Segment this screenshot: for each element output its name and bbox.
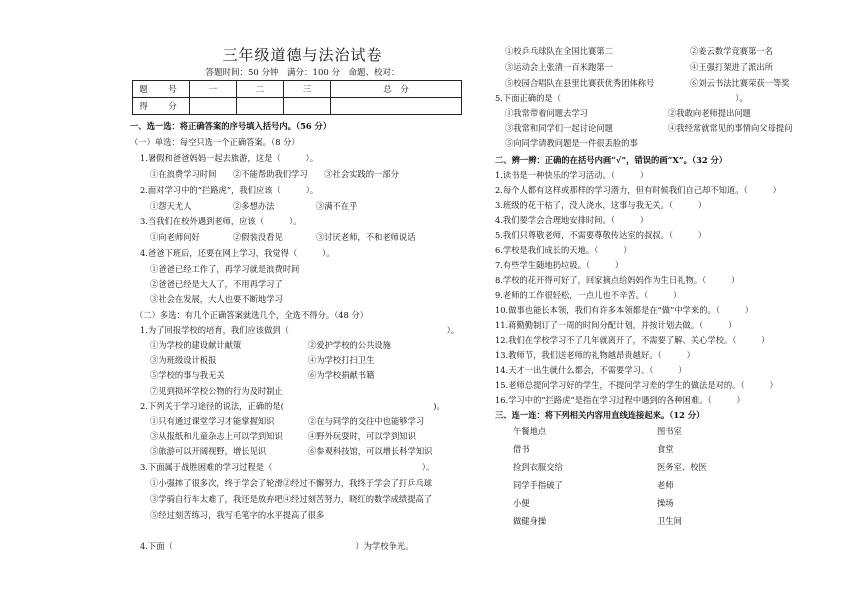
section-1-single-choice: （一）单选：每空只选一个正确答案。（8 分）	[130, 137, 300, 147]
question-option: ⑤学校的事与我无关	[150, 370, 225, 380]
question-text: 3.当我们在校外遇到老师，应该（ ）。	[140, 216, 302, 226]
question-option: ①校乒乓球队在全国比赛第二	[505, 46, 613, 56]
judge-item: 12.我们在学校学习不了几年就离开了，不需要了解、关心学校。（ ）	[495, 335, 770, 345]
question-text: 5.下面正确的是（ ）。	[495, 93, 748, 103]
judge-item: 8.学校的花开得可好了，回家摘点给妈妈作为生日礼物。（ ）	[495, 275, 740, 285]
question-option: ②在与同学的交往中也能够学习	[308, 416, 425, 426]
question-text: 4.下面（ ）为学校争光。	[140, 541, 414, 551]
judge-item: 1.读书是一种快乐的学习活动。（ ）	[495, 170, 649, 180]
score-cell-blank[interactable]	[190, 98, 237, 115]
score-cell-header: 一	[190, 81, 237, 98]
question-option: ①只有通过课堂学习才能掌握知识	[150, 416, 275, 426]
question-text: 4.爸爸下班后，还要在网上学习，我觉得（ ）。	[140, 248, 335, 258]
judge-item: 5.我们只尊敬老师，不需要尊敬传达室的叔叔。（ ）	[495, 230, 707, 240]
question-option: ③为班级设计板报	[150, 355, 217, 365]
question-text: 1.暑假和爸爸妈妈一起去旅游，这是（ ）。	[140, 153, 319, 163]
judge-item: 13.教师节，我们送老师的礼物越昂贵越好。（ ）	[495, 350, 695, 360]
question-option: ④为学校打扫卫生	[308, 355, 375, 365]
score-cell-header: 三	[284, 81, 331, 98]
question-options: ①怨天尤人 ②多想办法 ③满不在乎	[150, 201, 358, 211]
score-cell-header: 总 分	[331, 81, 462, 98]
question-option: ⑥刘云书法比赛荣获一等奖	[690, 78, 790, 88]
question-option: ②我敢向老师提出问题	[668, 108, 751, 118]
judge-item: 9.老师的工作很轻松，一点儿也不辛苦。（ ）	[495, 290, 682, 300]
question-option: ①我常带着问题去学习	[505, 108, 588, 118]
section-1-multi-choice: （二）多选：有几个正确答案就选几个，全选不得分。（48 分）	[135, 310, 369, 320]
question-option: ⑦见到损坏学校公物的行为及时制止	[150, 386, 283, 396]
match-right-item[interactable]: 老师	[657, 480, 674, 490]
match-left-item[interactable]: 同学手指破了	[513, 480, 563, 490]
section-3-heading: 三、连一连：将下列相关内容用直线连接起来。（12 分）	[495, 410, 705, 420]
judge-item: 4.我们要学会合理地安排时间。（ ）	[495, 215, 649, 225]
question-option: ④野外玩耍时，可以学到知识	[308, 431, 416, 441]
question-text: 2.下列关于学习途径的说法，正确的是( )。	[140, 401, 445, 411]
question-option: ⑤向同学请教问题是一件很丢脸的事	[505, 138, 638, 148]
score-table	[132, 80, 462, 115]
match-left-item[interactable]: 借书	[513, 444, 530, 454]
score-table-header-row	[133, 81, 462, 98]
judge-item: 7.有些学生随地扔垃圾。（ ）	[495, 260, 624, 270]
judge-item: 16.学习中的“拦路虎”是指在学习过程中遇到的各种困难。（ ）	[495, 395, 745, 405]
question-option: ⑥参观科技馆，可以增长科学知识	[308, 446, 433, 456]
match-right-item[interactable]: 卫生间	[657, 516, 682, 526]
question-option: ②爸爸已经是大人了，不用再学习了	[150, 279, 283, 289]
question-option: ②爱护学校的公共设施	[308, 340, 391, 350]
question-options: ①在浪费学习时间 ②不能帮助我们学习 ③社会实践的一部分	[150, 169, 399, 179]
score-cell-blank[interactable]	[284, 98, 331, 115]
match-left-item[interactable]: 做健身操	[513, 516, 547, 526]
judge-item: 6.学校是我们成长的天地。（ ）	[495, 245, 632, 255]
exam-title: 三年级道德与法治试卷	[222, 46, 383, 64]
judge-item: 15.老师总提问学习好的学生，不提问学习差的学生的做法是对的。（ ）	[495, 380, 778, 390]
score-table-score-row	[133, 98, 462, 115]
match-left-item[interactable]: 捡到衣服交给	[513, 462, 563, 472]
match-right-item[interactable]: 食堂	[657, 444, 674, 454]
section-1-heading: 一、选一选：将正确答案的序号填入括号内。（56 分）	[130, 121, 332, 131]
question-text: 3.下面属于战胜困难的学习过程是（ ）。	[140, 462, 435, 472]
question-option: ⑤经过刻苦练习，我写毛笔字的水平提高了很多	[150, 510, 325, 520]
judge-item: 10.做事也能长本领，我们有许多本领都是在“做”中学来的。（ ）	[495, 305, 754, 315]
question-option: ③运动会上张清一百米跑第一	[505, 62, 613, 72]
question-option: ④我经常就常见的事情向父母提问	[668, 123, 793, 133]
judge-item: 2.每个人都有这样或那样的学习潜力，但有时候我们自己却不知道。（ ）	[495, 185, 781, 195]
question-option: ⑤校园合唱队在县里比赛获优秀团体称号	[505, 78, 655, 88]
score-cell-header: 题 号	[133, 81, 190, 98]
question-option: ③社会在发展，大人也要不断地学习	[150, 294, 283, 304]
score-cell-blank[interactable]	[237, 98, 284, 115]
question-option: ③我常和同学们一起讨论问题	[505, 123, 613, 133]
judge-item: 11.蒋勤勤制订了一周的时间分配计划，并按计划去做。（ ）	[495, 320, 737, 330]
question-option: ⑤旅游可以开阔视野，增长见识	[150, 446, 267, 456]
score-cell-blank[interactable]	[331, 98, 462, 115]
judge-item: 14.天才一出生就什么都会，不需要学习。（ ）	[495, 365, 687, 375]
question-option: ⑥为学校捐献书籍	[308, 370, 375, 380]
match-right-item[interactable]: 医务室、校医	[657, 462, 707, 472]
question-option: ④王强打架进了派出所	[690, 62, 773, 72]
question-option: ③从报纸和儿童杂志上可以学到知识	[150, 431, 283, 441]
score-cell-header: 二	[237, 81, 284, 98]
question-option: ③学骑自行车太难了，我还是放弃吧④经过刻苦努力，晓红的数学成绩提高了	[150, 494, 433, 504]
match-left-item[interactable]: 午餐地点	[513, 426, 547, 436]
question-text: 1.为了回报学校的培育，我们应该做到（ ）。	[140, 325, 460, 335]
match-right-item[interactable]: 图书室	[657, 426, 682, 436]
exam-meta: 答题时间：50 分钟 满分：100 分 命题、校对：	[205, 68, 400, 78]
judge-item: 3.班级的花干枯了，没人浇水，这事与我无关。（ ）	[495, 200, 707, 210]
match-left-item[interactable]: 小便	[513, 498, 530, 508]
question-options: ①向老师问好 ②假装没看见 ③讨厌老师，不和老师说话	[150, 232, 416, 242]
section-2-heading: 二、辨一辨：正确的在括号内画“√”，错误的画“X”。（32 分）	[495, 155, 728, 165]
score-row-label: 得 分	[133, 98, 190, 115]
match-right-item[interactable]: 操场	[657, 498, 674, 508]
question-option: ①为学校的建设献计献策	[150, 340, 242, 350]
question-option: ②姜云数学竞赛第一名	[690, 46, 773, 56]
question-option: ①小强摔了很多次，终于学会了轮滑②经过不懈努力，我终于学会了打乒乓球	[150, 478, 433, 488]
question-text: 2.面对学习中的“拦路虎”，我们应该（ ）。	[140, 185, 319, 195]
question-option: ①爸爸已经工作了，再学习就是浪费时间	[150, 264, 300, 274]
